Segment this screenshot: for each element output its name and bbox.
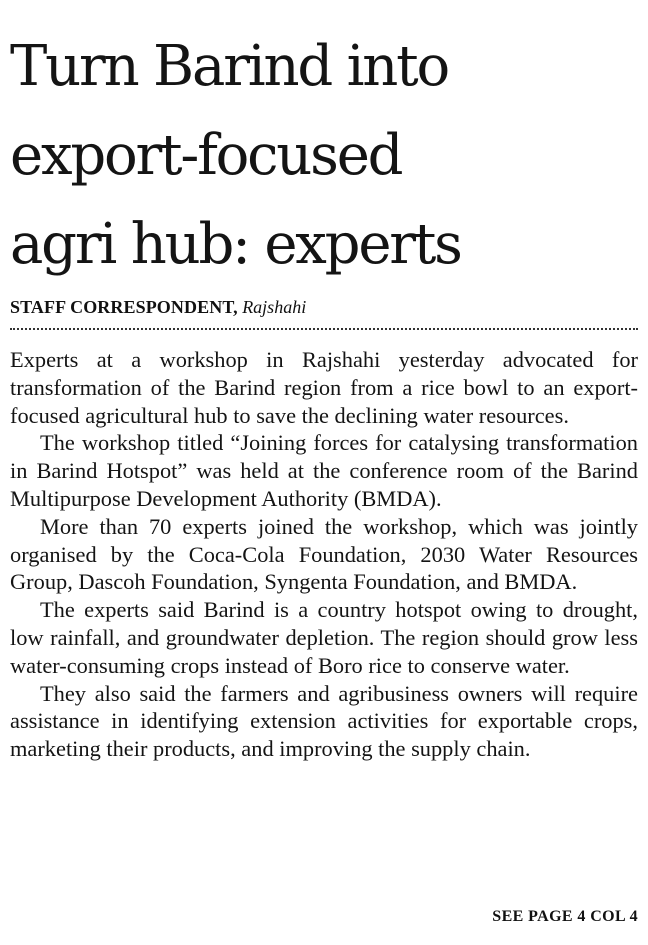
continuation-jump-line: SEE PAGE 4 COL 4 (492, 908, 638, 925)
headline-line-2: export-focused (10, 123, 402, 188)
headline (10, 0, 638, 289)
news-article (10, 0, 638, 763)
paragraph-1: Experts at a workshop in Rajshahi yesterday advocated for transformation of the Barind region from a rice bowl to an export-focused agricultural hub to save the declining water resources. (10, 347, 638, 428)
byline-author: STAFF CORRESPONDENT, (10, 297, 238, 317)
byline-location: Rajshahi (242, 297, 307, 317)
headline-line-3: agri hub: experts (10, 212, 461, 277)
byline (10, 295, 638, 319)
paragraph-3: More than 70 experts joined the workshop, which was jointly organised by the Coca-Cola Foundation, 2030 Water Resources Group, Dascoh Foundation, Syngenta Foundation, and BMDA. (10, 513, 638, 595)
dotted-divider (10, 328, 638, 330)
paragraph-5: They also said the farmers and agribusiness owners will require assistance in identifying extension activities for exportable crops, marketing their products, and improving the supply chain. (10, 680, 638, 762)
headline-line-1: Turn Barind into (10, 34, 448, 99)
paragraph-2: The workshop titled “Joining forces for catalysing transformation in Barind Hotspot” was held at the conference room of the Barind Multipurpose Development Authority (BMDA). (10, 430, 638, 511)
paragraph-4: The experts said Barind is a country hotspot owing to drought, low rainfall, and groundwater depletion. The region should grow less water-consuming crops instead of Boro rice to conserve water. (10, 597, 638, 678)
article-body (10, 346, 638, 763)
